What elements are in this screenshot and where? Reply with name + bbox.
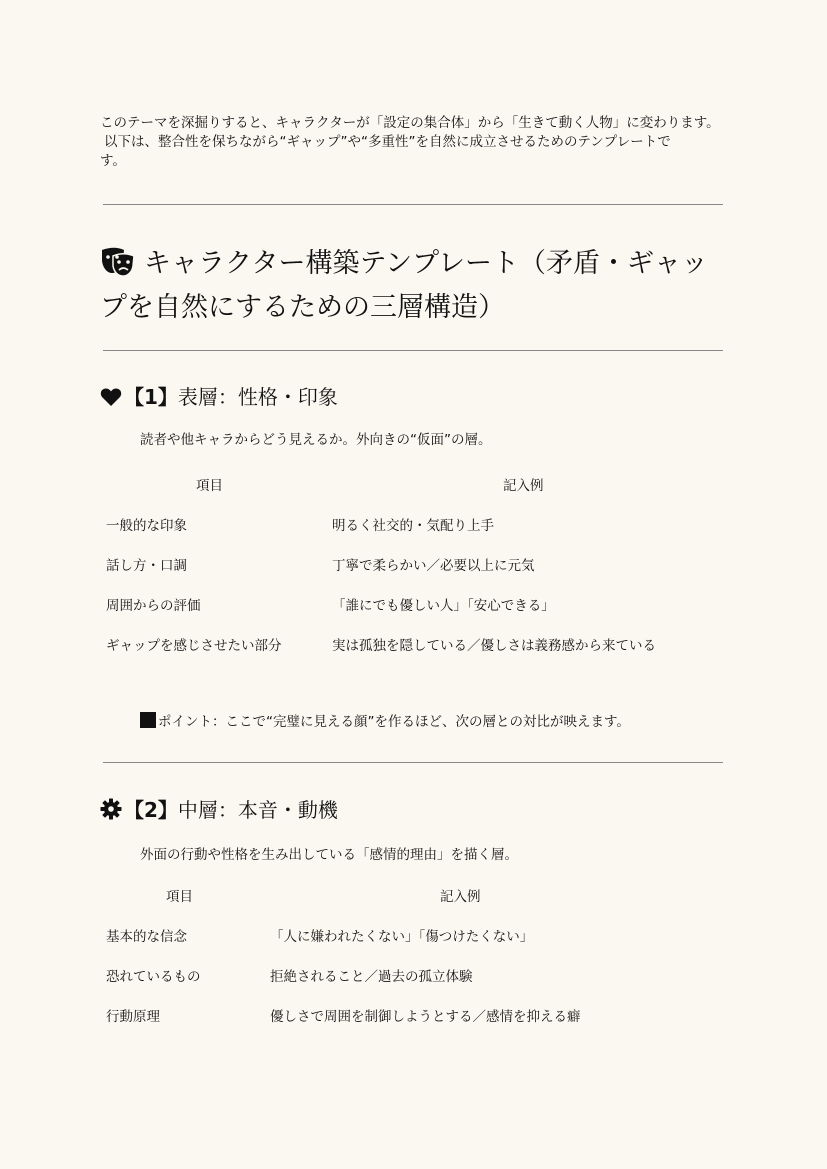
divider [103,350,723,351]
section-number: 【2】 [124,798,178,822]
table-cell: 丁寧で柔らかい／必要以上に元気 [332,558,535,574]
title-line-2: プを自然にするための三層構造） [100,292,505,323]
title-line-1: キャラクター構築テンプレート（矛盾・ギャッ [144,248,709,279]
theater-masks-icon [100,246,136,288]
table-cell: 話し方・口調 [106,558,187,574]
table-cell: 恐れているもの [106,969,201,985]
intro-line: 以下は、整合性を保ちながら“ギャップ”や“多重性”を自然に成立させるためのテンプレートで [104,134,671,150]
section-1-point [140,712,630,732]
table-cell: 行動原理 [106,1009,160,1025]
table-cell: 「誰にでも優しい人」「安心できる」 [332,598,555,614]
intro-line: このテーマを深掘りすると、キャラクターが「設定の集合体」から「生きて動く人物」に変わります。 [100,115,720,131]
section-title: 表層：性格・印象 [177,385,338,409]
table-header-cell: 項目 [196,478,223,494]
table-cell: 一般的な印象 [106,518,187,534]
table-header-cell: 記入例 [503,478,544,494]
section-number: 【1】 [124,385,178,409]
section-1-heading [100,383,338,414]
point-text: ポイント：ここで“完璧に見える顔”を作るほど、次の層との対比が映えます。 [158,714,630,730]
table-cell: 「人に嫌われたくない」「傷つけたくない」 [270,929,534,945]
table-cell: 拒絶されること／過去の孤立体験 [270,969,473,985]
table-cell: 実は孤独を隠している／優しさは義務感から来ている [332,638,656,654]
section-title: 中層：本音・動機 [177,798,338,822]
table-header-cell: 記入例 [440,889,481,905]
section-1-description: 読者や他キャラからどう見えるか。外向きの“仮面”の層。 [140,432,492,448]
table-cell: ギャップを感じさせたい部分 [106,638,282,654]
black-square-icon [140,712,156,728]
intro-paragraph [100,114,730,171]
table-header-cell: 項目 [166,889,193,905]
divider [103,762,723,763]
divider [103,204,723,205]
table-cell: 周囲からの評価 [106,598,201,614]
intro-line: す。 [100,153,126,169]
page-title [100,244,730,328]
table-cell: 基本的な信念 [106,929,187,945]
gear-icon [100,798,122,827]
heart-icon [100,386,122,414]
section-2-description: 外面の行動や性格を生み出している「感情的理由」を描く層。 [140,847,518,863]
section-2-heading [100,796,338,827]
table-cell: 優しさで周囲を制御しようとする／感情を抑える癖 [270,1009,581,1025]
table-cell: 明るく社交的・気配り上手 [332,518,494,534]
